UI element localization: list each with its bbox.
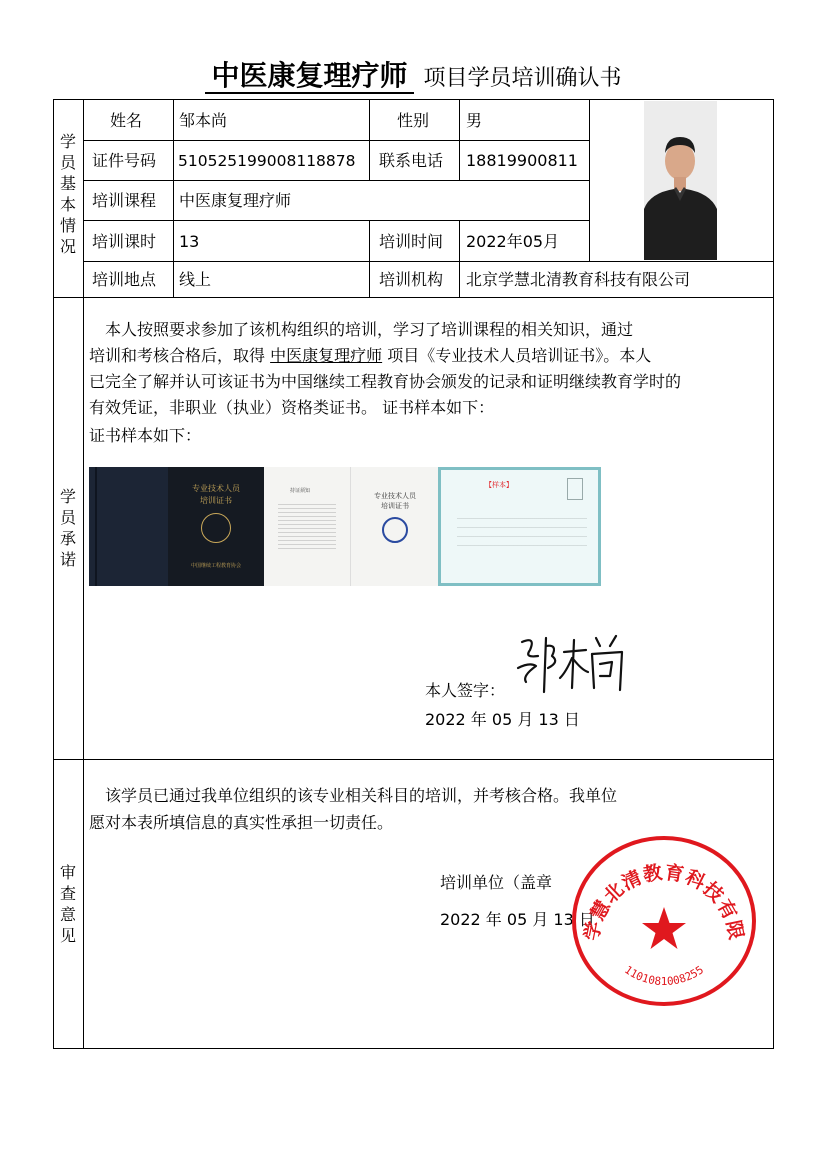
certificate-seal-icon bbox=[382, 517, 408, 543]
time-value: 2022年05月 bbox=[466, 232, 560, 251]
phone-value: 18819900811 bbox=[466, 151, 578, 170]
certificate-emblem-icon bbox=[201, 513, 231, 543]
certificate-inner-pages: 持证须知 专业技术人员 培训证书 bbox=[264, 467, 438, 586]
promise-course: 中医康复理疗师 bbox=[270, 346, 383, 365]
name-label: 姓名 bbox=[110, 111, 143, 130]
id-label: 证件号码 bbox=[92, 151, 157, 170]
training-unit-label: 培训单位（盖章 bbox=[440, 873, 553, 892]
promise-line-4: 有效凭证，非职业（执业）资格类证书。 证书样本如下： bbox=[89, 398, 495, 417]
seal-star-icon bbox=[642, 907, 686, 949]
certificate-back-cover bbox=[89, 467, 177, 586]
hours-value: 13 bbox=[179, 232, 200, 251]
course-label: 培训课程 bbox=[92, 191, 157, 210]
section-label-review: 审查意见 bbox=[60, 863, 77, 945]
gender-value: 男 bbox=[466, 111, 483, 130]
title-course: 中医康复理疗师 bbox=[205, 59, 413, 94]
handwritten-signature bbox=[512, 632, 627, 702]
hours-label: 培训课时 bbox=[92, 232, 157, 251]
promise-line-2: 培训和考核合格后，取得 中医康复理疗师 项目《专业技术人员培训证书》。本人 bbox=[89, 346, 652, 365]
section-label-promise: 学员承诺 bbox=[60, 487, 77, 569]
promise-line-1: 本人按照要求参加了该机构组织的培训，学习了培训课程的相关知识，通过 bbox=[105, 320, 634, 339]
review-line-2: 愿对本表所填信息的真实性承担一切责任。 bbox=[89, 813, 394, 832]
section-label-student-info: 学员基本情况 bbox=[60, 132, 77, 256]
document-title bbox=[0, 54, 827, 94]
signature-label: 本人签字： bbox=[425, 681, 506, 700]
certificate-sample-page: 【样本】 bbox=[438, 467, 601, 586]
review-date: 2022 年 05 月 13 日 bbox=[440, 910, 595, 929]
course-value: 中医康复理疗师 bbox=[179, 191, 292, 210]
certificate-front-cover: 专业技术人员 培训证书 中国继续工程教育协会 bbox=[168, 467, 264, 586]
student-photo bbox=[644, 101, 717, 260]
official-seal bbox=[570, 835, 758, 1007]
org-value: 北京学慧北清教育科技有限公司 bbox=[466, 270, 691, 289]
review-line-1: 该学员已通过我单位组织的该专业相关科目的培训，并考核合格。我单位 bbox=[105, 786, 618, 805]
name-value: 邹本尚 bbox=[179, 111, 228, 130]
promise-date: 2022 年 05 月 13 日 bbox=[425, 710, 580, 729]
time-label: 培训时间 bbox=[379, 232, 444, 251]
org-label: 培训机构 bbox=[379, 270, 444, 289]
svg-text:1101081008255 bbox=[622, 963, 706, 988]
phone-label: 联系电话 bbox=[379, 151, 444, 170]
gender-label: 性别 bbox=[397, 111, 430, 130]
title-suffix: 项目学员培训确认书 bbox=[423, 66, 622, 91]
promise-line-5: 证书样本如下： bbox=[89, 426, 202, 445]
place-value: 线上 bbox=[179, 270, 212, 289]
promise-line-3: 已完全了解并认可该证书为中国继续工程教育协会颁发的记录和证明继续教育学时的 bbox=[89, 372, 682, 391]
place-label: 培训地点 bbox=[92, 270, 157, 289]
id-value: 510525199008118878 bbox=[178, 152, 356, 170]
seal-org-text: 学慧北清教育科技有限 bbox=[580, 861, 748, 943]
seal-number-text: 1101081008255 bbox=[622, 963, 706, 989]
